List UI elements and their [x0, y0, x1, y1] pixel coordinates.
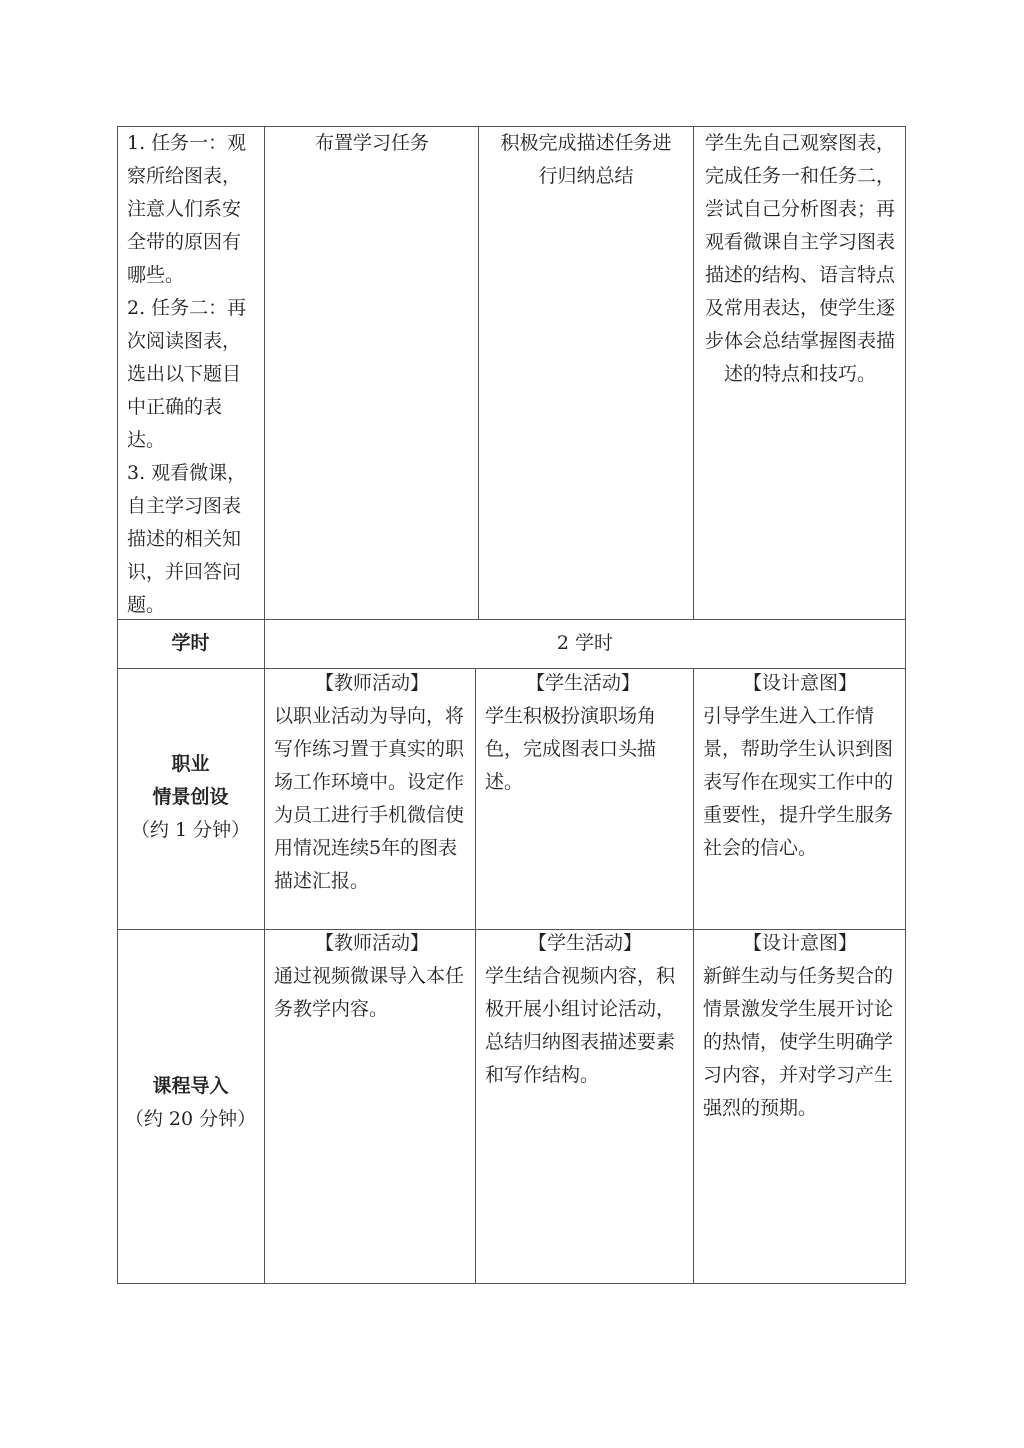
scene-student-cell	[485, 667, 681, 799]
hours-label: 学时	[171, 632, 210, 654]
scene-title: 情景创设	[152, 786, 229, 808]
teacher-activity-text: 通过视频微课导入本任务教学内容。	[274, 965, 465, 1020]
column-divider	[693, 668, 694, 1284]
student-activity-text: 学生结合视频内容，积极开展小组讨论活动，总结归纳图表描述要素和写作结构。	[485, 965, 676, 1086]
intro-title-block	[117, 1070, 264, 1136]
task-item: 2. 任务二：再次阅读图表，选出以下题目中正确的表达。	[127, 297, 247, 451]
student-activity-heading: 【学生活动】	[527, 932, 642, 954]
intro-intent-cell	[703, 927, 897, 1125]
task-list	[127, 127, 257, 622]
teacher-activity-heading: 【教师活动】	[314, 672, 429, 694]
student-activity-heading: 【学生活动】	[525, 672, 640, 694]
design-intent-text: 新鲜生动与任务契合的情景激发学生展开讨论的热情，使学生明确学习内容，并对学习产生强烈的预期。	[703, 965, 894, 1119]
column-divider	[475, 668, 476, 1284]
column-divider	[478, 126, 479, 619]
teacher-activity-heading: 【教师活动】	[314, 932, 429, 954]
scene-title-block	[117, 748, 264, 847]
intro-teacher-cell	[274, 927, 470, 1026]
scene-title: 职业	[171, 753, 210, 775]
design-intent-heading: 【设计意图】	[742, 672, 857, 694]
design-intent-cell: 学生先自己观察图表，完成任务一和任务二，尝试自己分析图表；再观看微课自主学习图表描述的结构、语言特点及常用表达，使学生逐步体会总结掌握图表描述的特点和技巧。	[704, 132, 895, 385]
intro-title: 课程导入	[152, 1075, 229, 1097]
task-item: 3. 观看微课，自主学习图表描述的相关知识，并回答问题。	[127, 462, 247, 616]
design-intent-text: 引导学生进入工作情景，帮助学生认识到图表写作在现实工作中的重要性，提升学生服务社会的信心。	[703, 705, 894, 859]
intro-student-cell	[485, 927, 685, 1092]
column-divider	[264, 668, 265, 1284]
column-divider	[264, 126, 265, 619]
intro-duration: （约 20 分钟）	[124, 1108, 257, 1130]
student-activity-cell: 积极完成描述任务进行归纳总结	[500, 132, 672, 187]
teacher-activity-text: 以职业活动为导向，将写作练习置于真实的职场工作环境中。设定作为员工进行手机微信使用情况连续5年的图表描述汇报。	[274, 705, 465, 892]
scene-duration: （约 1 分钟）	[130, 819, 251, 841]
teacher-activity-cell: 布置学习任务	[314, 132, 429, 154]
scene-intent-cell	[703, 667, 897, 865]
column-divider	[693, 126, 694, 619]
hours-value: 2 学时	[556, 632, 614, 654]
scene-teacher-cell	[274, 667, 470, 898]
task-item: 1. 任务一：观察所给图表，注意人们系安全带的原因有哪些。	[127, 132, 247, 286]
design-intent-heading: 【设计意图】	[742, 932, 857, 954]
student-activity-text: 学生积极扮演职场角色，完成图表口头描述。	[485, 705, 657, 793]
